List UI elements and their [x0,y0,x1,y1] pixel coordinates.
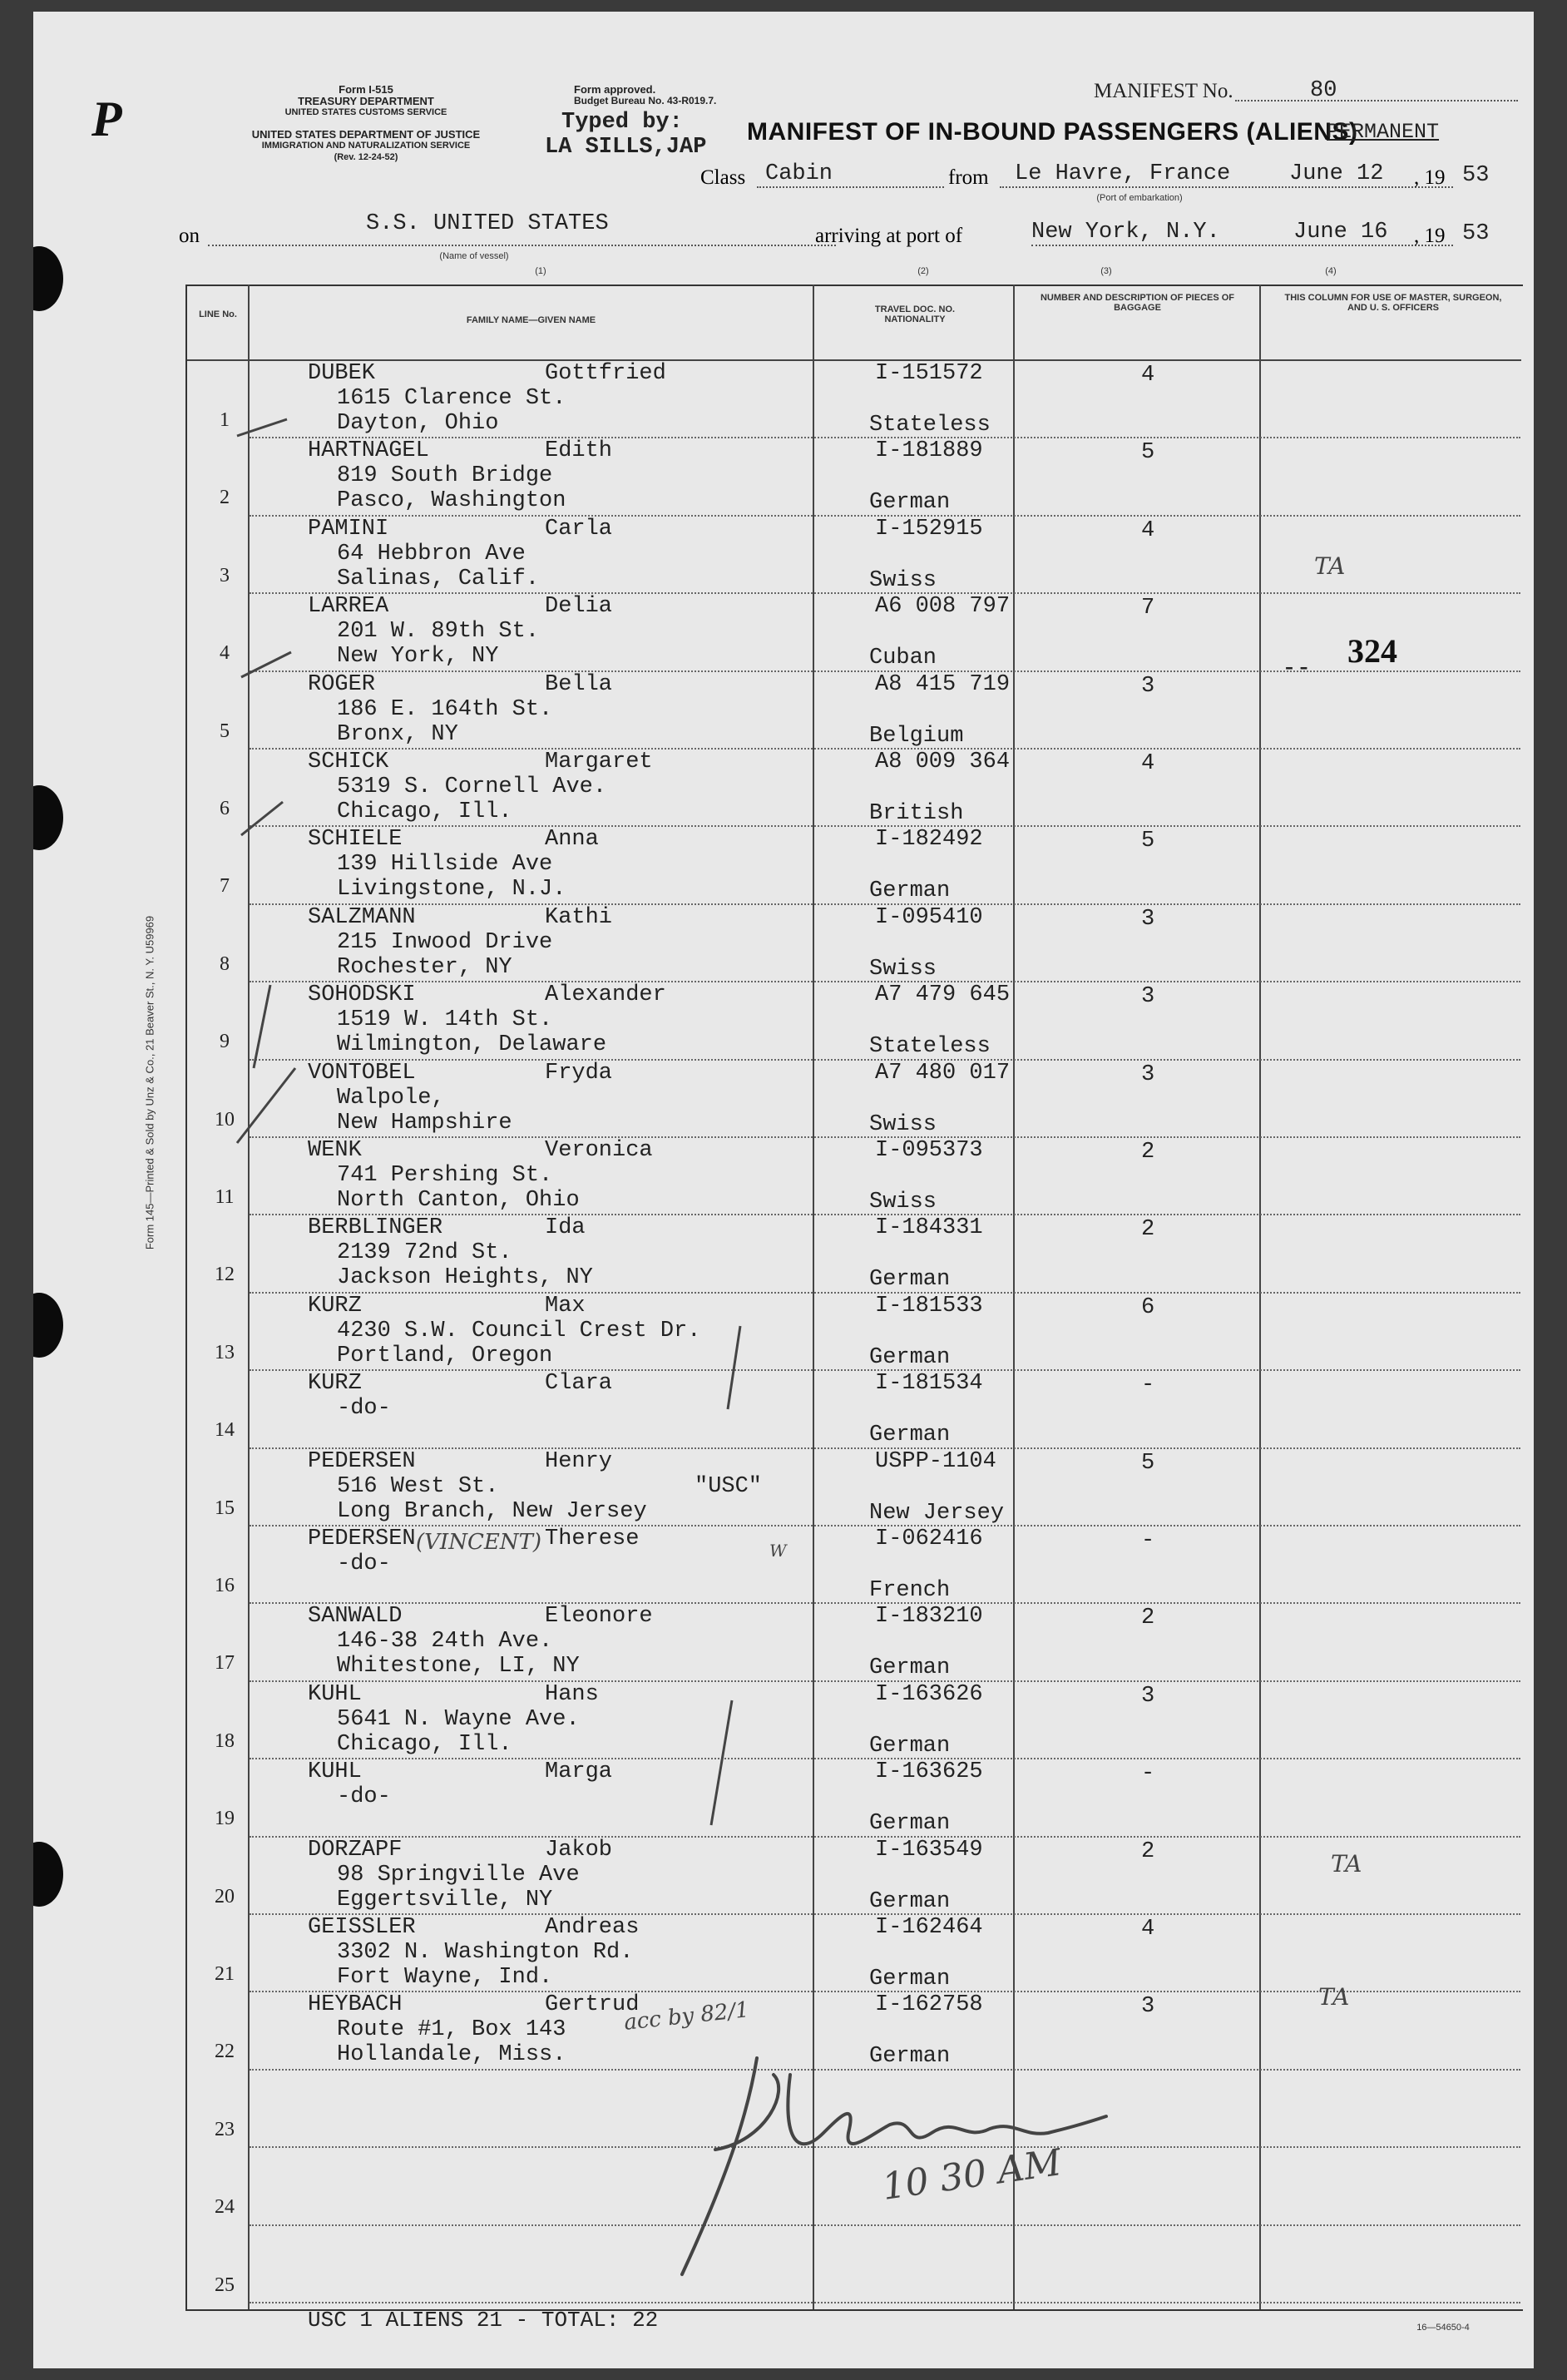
travel-doc-no: I-163626 [875,1681,983,1707]
address-line-2: New York, NY [337,644,499,670]
given-name: Hans [545,1681,599,1707]
given-name: Carla [545,516,613,542]
line-number: 5 [220,720,230,742]
typed-by-label: Typed by: [561,110,683,135]
on-label: on [179,225,200,247]
line-number: 16 [215,1575,235,1596]
line-number: 17 [215,1652,235,1675]
address-line-2: Fort Wayne, Ind. [337,1965,553,1990]
given-name: Clara [545,1371,613,1397]
line-number: 23 [215,2118,235,2140]
arrival-line [1031,245,1453,246]
manifest-no: 80 [1310,78,1337,103]
baggage-count: 4 [1141,751,1155,776]
travel-doc-no: A7 480 017 [875,1060,1011,1086]
given-name: Henry [545,1448,613,1474]
nationality: German [869,878,951,904]
given-name: Bella [545,671,613,697]
line-number: 3 [220,564,230,586]
family-name: PEDERSEN [308,1448,416,1474]
manifest-no-label: MANIFEST No. [1094,80,1233,102]
given-name: Veronica [545,1138,653,1163]
baggage-count: 5 [1141,1450,1155,1476]
given-name: Fryda [545,1060,613,1086]
given-name: Gertrud [545,1992,640,2018]
header-officers: THIS COLUMN FOR USE OF MASTER, SURGEON, AND U. S. OFFICERS [1284,293,1502,313]
address-line-2: Pasco, Washington [337,488,566,514]
given-name: Delia [545,594,613,620]
header-line-no: LINE No. [199,309,237,319]
w-mark: W [769,1541,787,1561]
line-number: 19 [215,1808,235,1830]
address-line-2: New Hampshire [337,1110,512,1136]
given-name: Therese [545,1526,640,1551]
baggage-count: 7 [1141,596,1155,621]
time-note: 10 30 AM [879,2141,1065,2209]
manifest-title: MANIFEST OF IN-BOUND PASSENGERS (ALIENS) [747,118,1358,146]
address-line-1: 4230 S.W. Council Crest Dr. [337,1318,701,1343]
family-name: WENK [308,1138,362,1163]
vessel-caption: (Name of vessel) [439,251,509,261]
given-name: Max [545,1293,586,1319]
signature [665,2041,1115,2283]
header-travel-doc: TRAVEL DOC. NO. NATIONALITY [874,304,956,324]
family-name: SCHIELE [308,827,403,853]
baggage-count: 4 [1141,363,1155,388]
travel-doc-no: USPP-1104 [875,1448,996,1474]
dept-justice: UNITED STATES DEPARTMENT OF JUSTICE [251,128,481,141]
vincent-note: (VINCENT) [416,1530,542,1555]
arrival-port: New York, N.Y. [1031,220,1220,245]
nationality: German [869,1267,951,1293]
line-number: 7 [220,875,230,898]
form-number: Form I-515 [339,83,393,96]
address-line-2: Jackson Heights, NY [337,1265,593,1291]
address-line-1: 3302 N. Washington Rd. [337,1940,634,1965]
address-line-1: 516 West St. [337,1473,499,1499]
approval-line1: Form approved. [574,83,656,96]
line-number: 1 [220,409,230,431]
address-line-1: 64 Hebbron Ave [337,541,526,567]
family-name: DORZAPF [308,1837,403,1863]
address-line-1: 186 E. 164th St. [337,696,553,722]
col-divider [1013,285,1015,2309]
given-name: Margaret [545,750,653,774]
side-printer-text: Form 145—Printed & Sold by Unz & Co., 21 Beaver St., N. Y. U59969 [143,915,156,1250]
address-line-1: 201 W. 89th St. [337,619,540,645]
row-note: "USC" [695,1473,763,1499]
address-line-2: Rochester, NY [337,954,512,980]
baggage-count: 3 [1141,906,1155,932]
travel-doc-no: A8 009 364 [875,750,1011,774]
nationality: Stateless [869,1034,991,1060]
line-number: 15 [215,1497,235,1519]
nationality: German [869,1655,951,1681]
dept-customs: UNITED STATES CUSTOMS SERVICE [284,107,447,117]
address-line-2: Whitestone, LI, NY [337,1654,580,1680]
address-line-1: 139 Hillside Ave [337,852,553,878]
given-name: Kathi [545,904,613,930]
acc-note: acc by 82/1 [622,1997,751,2036]
approval-line2: Budget Bureau No. 43-R019.7. [574,95,717,106]
col-divider [1259,285,1261,2309]
permanent-label: PERMANENT [1327,120,1440,144]
arrival-year: 53 [1462,221,1490,246]
address-line-1: 1519 W. 14th St. [337,1007,553,1033]
family-name: HEYBACH [308,1992,403,2018]
arriving-label: arriving at port of [815,225,963,247]
baggage-count: 2 [1141,1217,1155,1243]
nationality: German [869,1967,951,1992]
family-name: VONTOBEL [308,1060,416,1086]
line-number: 13 [215,1341,235,1363]
nationality: Belgium [869,723,964,749]
dept-ins: IMMIGRATION AND NATURALIZATION SERVICE [261,141,471,151]
address-line-2: Long Branch, New Jersey [337,1498,647,1524]
typed-by: LA SILLS,JAP [545,135,707,160]
address-line-1: 741 Pershing St. [337,1163,553,1188]
family-name: PAMINI [308,516,389,542]
family-name: SANWALD [308,1604,403,1630]
address-line-1: 215 Inwood Drive [337,929,553,955]
from-year: 53 [1462,163,1490,188]
travel-doc-no: I-184331 [875,1215,983,1241]
line-number: 6 [220,798,230,819]
travel-doc-no: I-181889 [875,438,983,464]
address-line-2: Chicago, Ill. [337,799,512,824]
given-name: Andreas [545,1915,640,1940]
from-line [1000,186,1453,188]
travel-doc-no: A6 008 797 [875,594,1011,620]
dept-treasury: TREASURY DEPARTMENT [298,95,434,107]
nationality: German [869,2044,951,2070]
dept-rev: (Rev. 12-24-52) [334,152,398,162]
line-number: 4 [220,642,230,665]
travel-doc-no: I-095410 [875,904,983,930]
nationality: German [869,1888,951,1914]
baggage-count: 3 [1141,1061,1155,1087]
line-number: 14 [215,1419,235,1442]
address-line-2: Hollandale, Miss. [337,2042,566,2068]
family-name: LARREA [308,594,389,620]
stamp-324: 324 [1347,632,1397,670]
nationality: Swiss [869,1111,937,1137]
from-value: Le Havre, France [1015,161,1231,186]
baggage-count: - [1141,1373,1155,1398]
punch-hole [33,785,63,850]
manifest-page [33,12,1534,2368]
travel-doc-no: I-162758 [875,1992,983,2018]
address-line-1: 5641 N. Wayne Ave. [337,1706,580,1732]
address-line-1: -do- [337,1784,391,1810]
line-number: 10 [215,1108,235,1131]
address-line-2: Wilmington, Delaware [337,1032,607,1058]
address-line-2: Bronx, NY [337,721,458,747]
address-line-1: 146-38 24th Ave. [337,1629,553,1655]
nationality: German [869,1811,951,1837]
given-name: Eleonore [545,1604,653,1630]
nationality: German [869,1344,951,1370]
address-line-1: 1615 Clarence St. [337,386,566,411]
address-line-1: 5319 S. Cornell Ave. [337,774,607,799]
family-name: SOHODSKI [308,982,416,1008]
address-line-1: 819 South Bridge [337,463,553,489]
check-marks [208,403,308,1401]
nationality: British [869,801,964,826]
family-name: SCHICK [308,750,389,774]
address-line-2: Dayton, Ohio [337,411,499,436]
family-name: KUHL [308,1759,362,1785]
travel-doc-no: I-183210 [875,1604,983,1630]
travel-doc-no: I-163625 [875,1759,983,1785]
class-value: Cabin [765,161,833,186]
baggage-count: 6 [1141,1294,1155,1320]
line-number: 21 [215,1963,235,1985]
travel-doc-no: I-151572 [875,361,983,386]
nationality: Swiss [869,956,937,982]
nationality: Swiss [869,1190,937,1215]
from-date: June 12 [1289,161,1384,186]
col-divider [813,285,814,2309]
nationality: French [869,1578,951,1603]
address-line-1: 2139 72nd St. [337,1240,512,1266]
baggage-count: 3 [1141,1994,1155,2020]
nationality: German [869,490,951,516]
from-year-prefix: , 19 [1414,166,1446,189]
family-name: BERBLINGER [308,1215,443,1241]
family-name: KURZ [308,1293,362,1319]
baggage-count: 3 [1141,984,1155,1010]
nationality: German [869,1423,951,1448]
family-name: HARTNAGEL [308,438,429,464]
baggage-count: 2 [1141,1606,1155,1631]
travel-doc-no: I-181533 [875,1293,983,1319]
summary: USC 1 ALIENS 21 - TOTAL: 22 [308,2308,659,2333]
given-name: Gottfried [545,361,666,386]
family-name: DUBEK [308,361,376,386]
baggage-count: 2 [1141,1140,1155,1165]
travel-doc-no: I-181534 [875,1371,983,1397]
address-line-1: -do- [337,1551,391,1576]
col-number-4: (4) [1325,266,1337,276]
travel-doc-no: I-095373 [875,1138,983,1163]
travel-doc-no: I-162464 [875,1915,983,1940]
nationality: New Jersey [869,1500,1005,1526]
address-line-2: North Canton, Ohio [337,1188,580,1213]
baggage-count: - [1141,1528,1155,1553]
manifest-no-line [1235,100,1518,101]
address-line-1: Walpole, [337,1085,445,1111]
col-number-3: (3) [1100,266,1112,276]
family-name: PEDERSEN [308,1526,416,1551]
given-name: Edith [545,438,613,464]
ta-mark: TA [1314,552,1346,580]
travel-doc-no: I-152915 [875,516,983,542]
nationality: Stateless [869,413,991,438]
line-number: 22 [215,2041,235,2063]
address-line-2: Portland, Oregon [337,1343,553,1368]
ta-mark: TA [1318,1983,1350,2011]
line-number: 9 [220,1031,230,1053]
given-name: Alexander [545,982,666,1008]
address-line-2: Salinas, Calif. [337,566,540,591]
given-name: Jakob [545,1837,613,1863]
line-number: 24 [215,2196,235,2219]
punch-hole [33,1293,63,1358]
address-line-1: 98 Springville Ave [337,1862,580,1888]
line-number: 18 [215,1729,235,1752]
header-divider [187,359,1521,361]
travel-doc-no: I-163549 [875,1837,983,1863]
col-number-1: (1) [535,266,546,276]
form-code: 16—54650-4 [1416,2323,1470,2333]
nationality: Cuban [869,646,937,671]
baggage-count: 5 [1141,829,1155,854]
baggage-count: 3 [1141,673,1155,699]
family-name: KURZ [308,1371,362,1397]
family-name: GEISSLER [308,1915,416,1940]
line-number: 25 [215,2274,235,2296]
arrival-year-prefix: , 19 [1414,225,1446,247]
travel-doc-no: A8 415 719 [875,671,1011,697]
nationality: German [869,1733,951,1759]
baggage-count: 5 [1141,440,1155,466]
header-name: FAMILY NAME—GIVEN NAME [466,315,596,325]
baggage-count: 3 [1141,1683,1155,1709]
row-separator [250,2302,1520,2303]
family-name: SALZMANN [308,904,416,930]
travel-doc-no: I-182492 [875,827,983,853]
travel-doc-no: I-062416 [875,1526,983,1551]
given-name: Anna [545,827,599,853]
address-line-1: Route #1, Box 143 [337,2017,566,2043]
line-number: 12 [215,1264,235,1286]
baggage-count: - [1141,1761,1155,1787]
from-label: from [948,166,989,189]
arrival-date: June 16 [1293,220,1388,245]
line-number: 8 [220,952,230,975]
travel-doc-no: A7 479 645 [875,982,1011,1008]
baggage-count: 2 [1141,1838,1155,1864]
punch-hole [33,1842,63,1907]
header-baggage: NUMBER AND DESCRIPTION OF PIECES OF BAGGAGE [1040,293,1235,313]
address-line-1: -do- [337,1396,391,1422]
given-name: Ida [545,1215,586,1241]
class-line [757,186,944,188]
address-line-2: Chicago, Ill. [337,1731,512,1757]
given-name: Marga [545,1759,613,1785]
vessel-name: S.S. UNITED STATES [366,211,609,236]
class-label: Class [700,166,746,189]
baggage-count: 4 [1141,1917,1155,1942]
strike-marks [674,1309,774,1842]
dash-mark: - - [1285,652,1308,680]
ta-mark: TA [1331,1850,1362,1878]
punch-hole [33,246,63,311]
line-number: 20 [215,1885,235,1907]
vessel-line [208,245,836,246]
baggage-count: 4 [1141,517,1155,543]
nationality: Swiss [869,567,937,593]
address-line-2: Eggertsville, NY [337,1887,553,1912]
corner-mark: P [91,92,122,146]
family-name: ROGER [308,671,376,697]
family-name: KUHL [308,1681,362,1707]
col-number-2: (2) [917,266,929,276]
line-number: 11 [215,1186,235,1208]
embark-caption: (Port of embarkation) [1096,193,1183,203]
address-line-2: Livingstone, N.J. [337,877,566,903]
line-number: 2 [220,487,230,509]
